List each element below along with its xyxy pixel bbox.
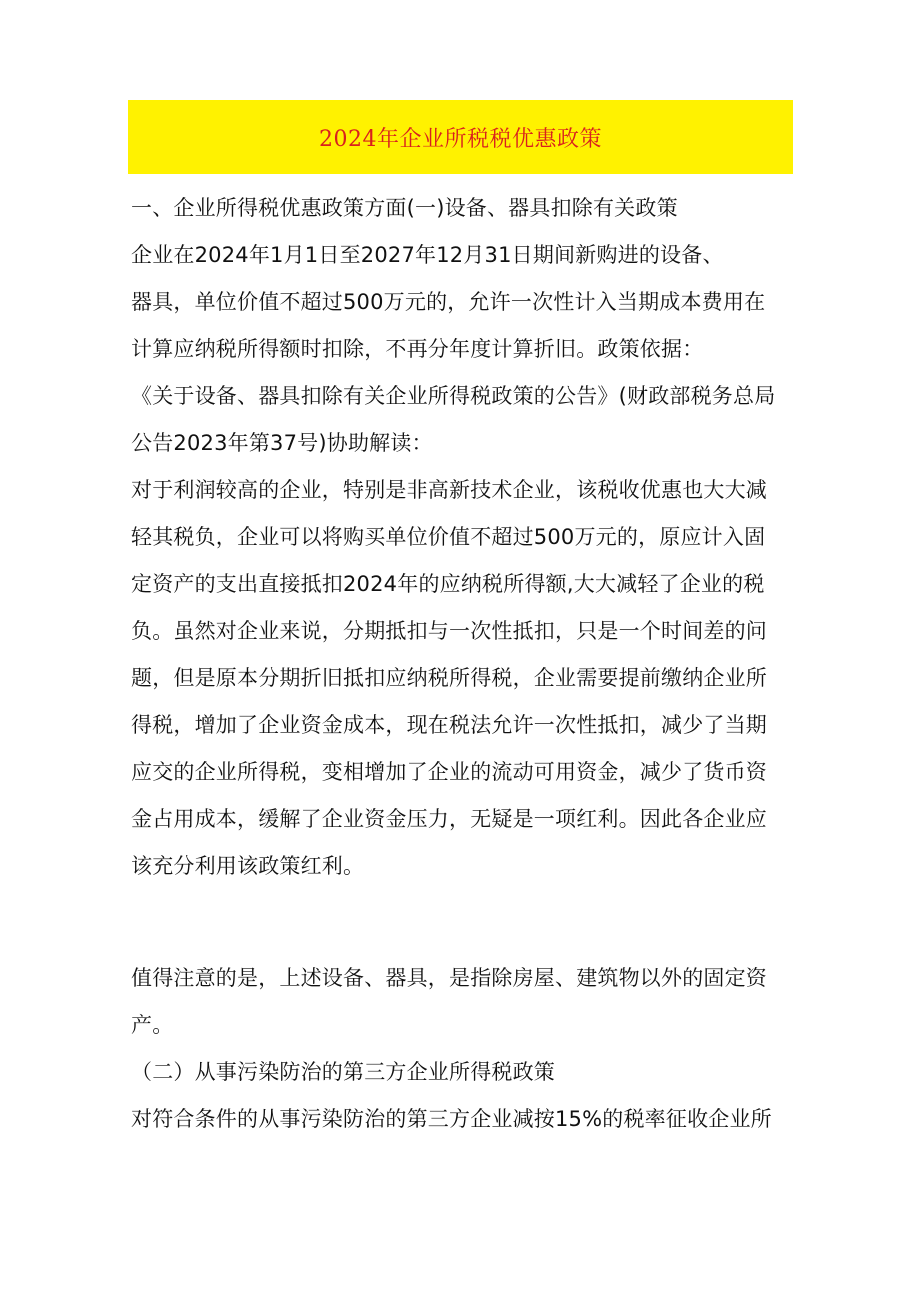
paragraph-line: 定资产的支出直接抵扣2024年的应纳税所得额,大大减轻了企业的税	[131, 572, 765, 596]
document-title: 2024年企业所税税优惠政策	[319, 126, 602, 152]
paragraph-line: 计算应纳税所得额时扣除，不再分年度计算折旧。政策依据：	[131, 337, 704, 361]
paragraph-line: 企业在2024年1月1日至2027年12月31日期间新购进的设备、	[131, 243, 724, 267]
paragraph-line: 公告2023年第37号)协助解读：	[131, 431, 433, 455]
paragraph-line: 产。	[131, 1013, 174, 1037]
paragraph-line: 金占用成本，缓解了企业资金压力，无疑是一项红利。因此各企业应	[131, 807, 767, 831]
paragraph-line: 器具，单位价值不超过500万元的，允许一次性计入当期成本费用在	[131, 290, 766, 314]
title-banner	[128, 100, 793, 174]
paragraph-line: 对符合条件的从事污染防治的第三方企业减按15%的税率征收企业所	[131, 1107, 772, 1131]
paragraph-line: 得税，增加了企业资金成本，现在税法允许一次性抵扣，减少了当期	[131, 713, 767, 737]
paragraph-line: 值得注意的是，上述设备、器具，是指除房屋、建筑物以外的固定资	[131, 966, 767, 990]
paragraph-line: 该充分利用该政策红利。	[131, 854, 365, 878]
section-heading-pollution-control: （二）从事污染防治的第三方企业所得税政策	[131, 1060, 555, 1084]
paragraph-line: 对于利润较高的企业，特别是非高新技术企业，该税收优惠也大大减	[131, 478, 767, 502]
paragraph-line: 负。虽然对企业来说，分期抵扣与一次性抵扣，只是一个时间差的问	[131, 619, 767, 643]
paragraph-line: 应交的企业所得税，变相增加了企业的流动可用资金，减少了货币资	[131, 760, 767, 784]
paragraph-line: 轻其税负，企业可以将购买单位价值不超过500万元的，原应计入固	[131, 525, 766, 549]
paragraph-line: 《关于设备、器具扣除有关企业所得税政策的公告》(财政部税务总局	[131, 384, 776, 408]
section-heading-equipment-deduction: 一、企业所得税优惠政策方面(一)设备、器具扣除有关政策	[131, 196, 678, 220]
paragraph-line: 题，但是原本分期折旧抵扣应纳税所得税，企业需要提前缴纳企业所	[131, 666, 767, 690]
